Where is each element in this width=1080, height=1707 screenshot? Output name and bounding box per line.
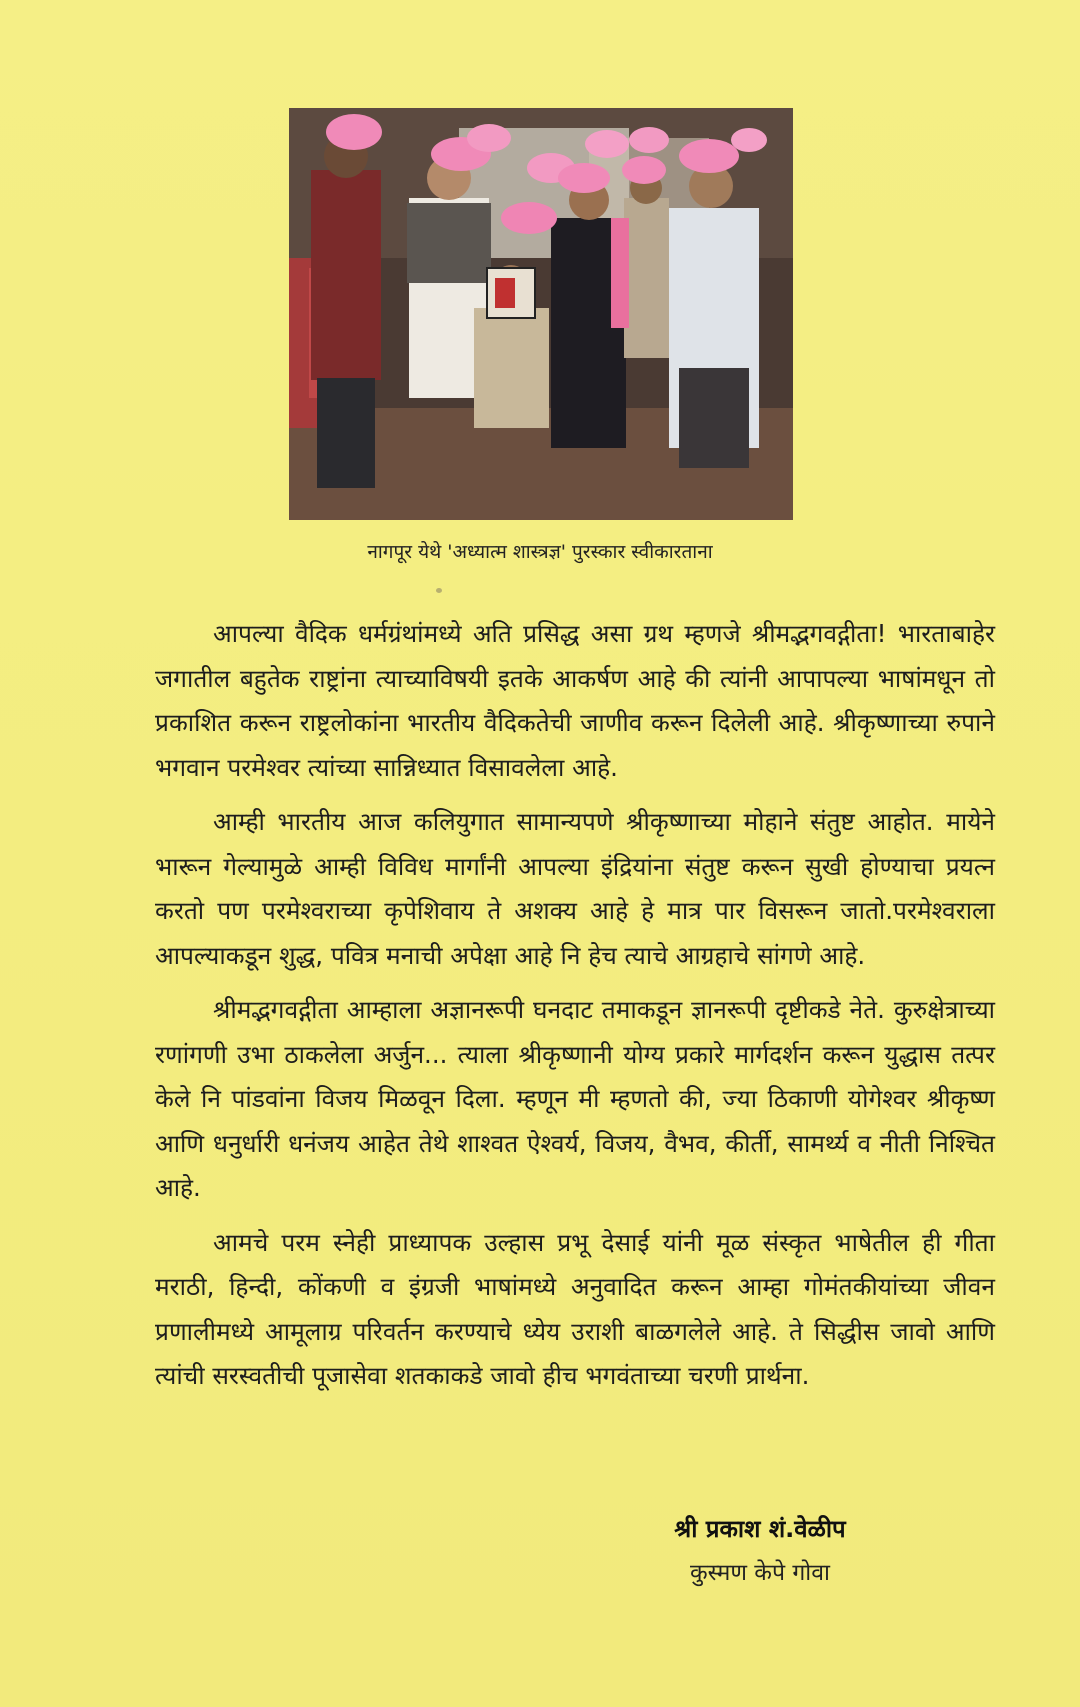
paper-speck <box>436 588 442 593</box>
author-name: श्री प्रकाश शं.वेळीप <box>674 1515 846 1543</box>
foreword-text <box>155 612 995 1409</box>
paragraph: आम्ही भारतीय आज कलियुगात सामान्यपणे श्रीकृष्णाच्या मोहाने संतुष्ट आहोत. मायेने भारून गेल्यामुळे आम्ही विविध मार्गांनी आपल्या इंद्रियांना संतुष्ट करून सुखी होण्याचा प्रयत्न करतो पण परमेश्वराच्या कृपेशिवाय ते अशक्य आहे हे मात्र पार विसरून जातो.परमेश्वराला आपल्याकडून शुद्ध, पवित्र मनाची अपेक्षा आहे नि हेच त्याचे आग्रहाचे सांगणे आहे. <box>155 807 995 970</box>
paragraph: आमचे परम स्नेही प्राध्यापक उल्हास प्रभू देसाई यांनी मूळ संस्कृत भाषेतील ही गीता मराठी, हिन्दी, कोंकणी व इंग्रजी भाषांमध्ये अनुवादित करून आम्हा गोमंतकीयांच्या जीवन प्रणालीमध्ये आमूलाग्र परिवर्तन करण्याचे ध्येय उराशी बाळगलेले आहे. ते सिद्धीस जावो आणि त्यांची सरस्वतीची पूजासेवा शतकाकडे जावो हीच भगवंताच्या चरणी प्रार्थना. <box>155 1227 995 1390</box>
author-place: कुस्मण केपे गोवा <box>690 1560 830 1586</box>
award-ceremony-photo <box>289 108 793 520</box>
award-photo-illustration <box>289 108 793 520</box>
paragraph: श्रीमद्भगवद्गीता आम्हाला अज्ञानरूपी घनदाट तमाकडून ज्ञानरूपी दृष्टीकडे नेते. कुरुक्षेत्राच्या रणांगणी उभा ठाकलेला अर्जुन... त्याला श्रीकृष्णानी योग्य प्रकारे मार्गदर्शन करून युद्धास तत्पर केले नि पांडवांना विजय मिळवून दिला. म्हणून मी म्हणतो की, ज्या ठिकाणी योगेश्वर श्रीकृष्ण आणि धनुर्धारी धनंजय आहेत तेथे शाश्वत ऐश्वर्य, विजय, वैभव, कीर्ती, सामर्थ्य व नीती निश्चित आहे. <box>155 995 995 1202</box>
photo-caption: नागपूर येथे 'अध्यात्म शास्त्रज्ञ' पुरस्कार स्वीकारताना <box>367 541 713 563</box>
paragraph: आपल्या वैदिक धर्मग्रंथांमध्ये अति प्रसिद्ध असा ग्रथ म्हणजे श्रीमद्भगवद्गीता! भारताबाहेर जगातील बहुतेक राष्ट्रांना त्याच्याविषयी इतके आकर्षण आहे की त्यांनी आपापल्या भाषांमधून तो प्रकाशित करून राष्ट्रलोकांना भारतीय वैदिकतेची जाणीव करून दिलेली आहे. श्रीकृष्णाच्या रुपाने भगवान परमेश्वर त्यांच्या सान्निध्यात विसावलेला आहे. <box>155 619 995 782</box>
signature-block <box>600 1510 920 1592</box>
